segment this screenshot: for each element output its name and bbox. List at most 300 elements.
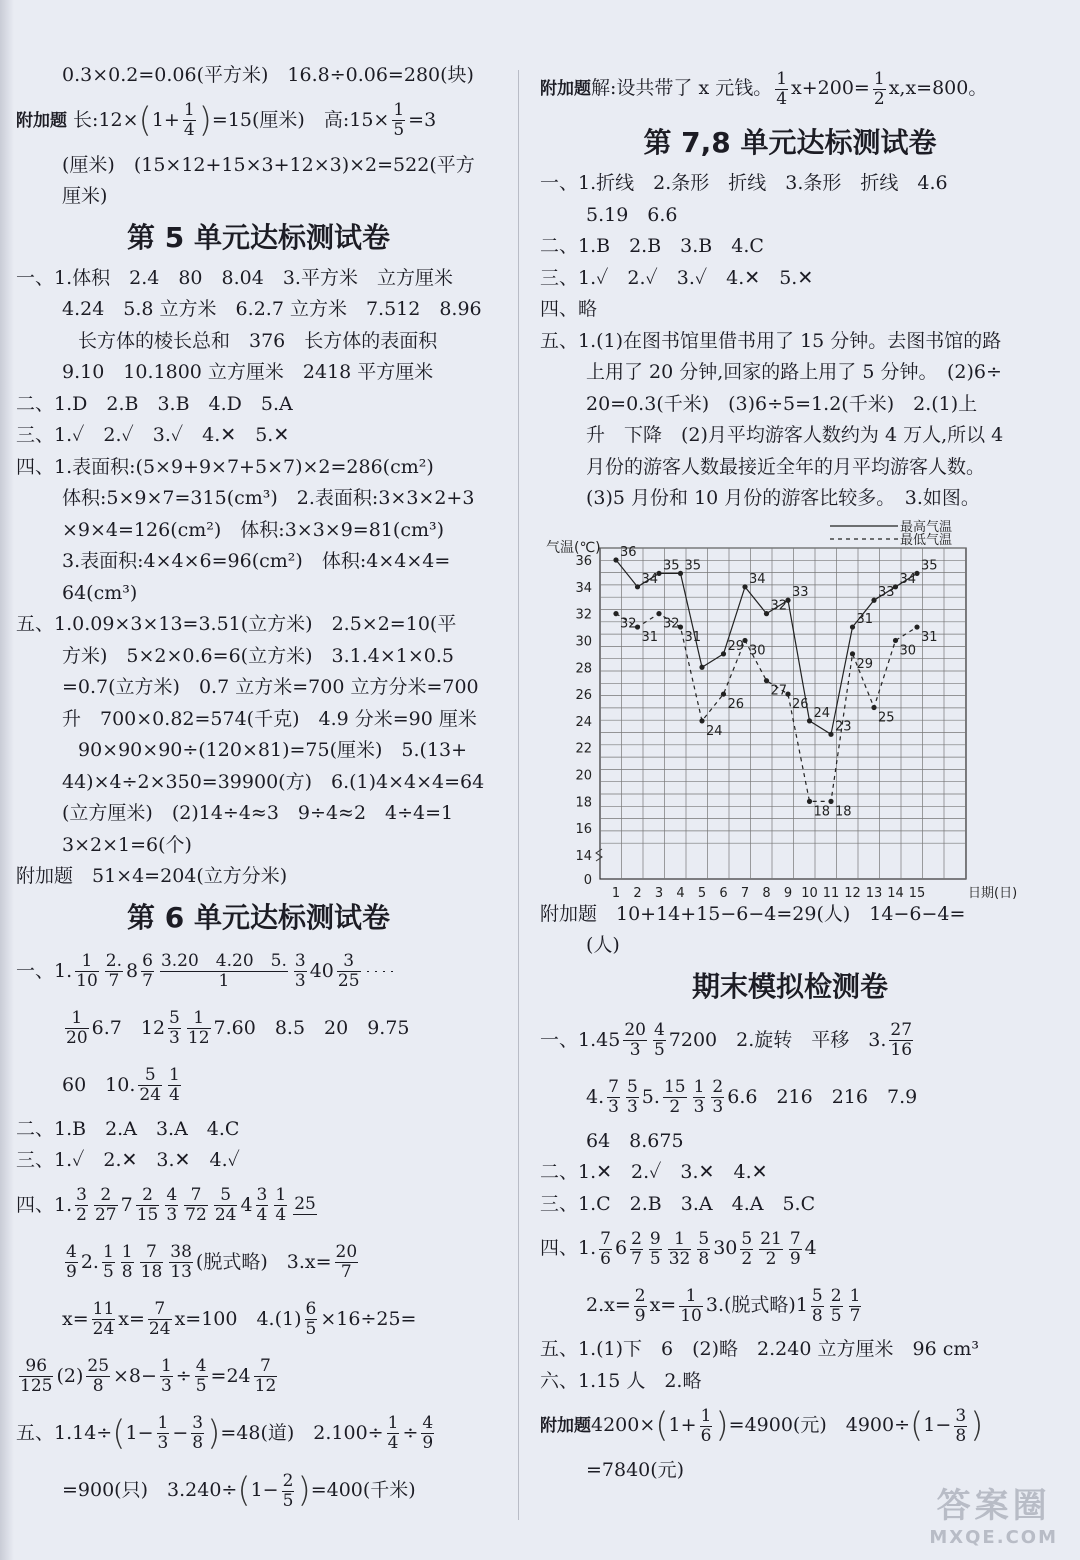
answer-line [16, 1348, 501, 1405]
denominator: 5 [649, 1248, 661, 1269]
data-point-high [721, 651, 726, 656]
fraction [274, 1186, 287, 1225]
numerator: 6 [142, 951, 153, 971]
numerator: 7 [600, 1228, 611, 1249]
answer-text: 1− [923, 1414, 952, 1436]
answer-text: 40 [309, 959, 334, 982]
fraction [711, 1078, 724, 1117]
x-tick-label: 12 [844, 885, 861, 899]
data-point-high [742, 584, 747, 589]
x-tick-label: 6 [719, 885, 728, 899]
watermark-logo [929, 1478, 1058, 1548]
fraction [759, 1230, 783, 1269]
denominator: 8 [698, 1248, 710, 1269]
answer-line [540, 1012, 1040, 1069]
answer-line [16, 1405, 501, 1463]
denominator: 9 [789, 1248, 801, 1269]
data-point-high [613, 557, 618, 562]
answer-line [540, 1069, 1040, 1126]
numerator: 5 [214, 1186, 238, 1206]
legend-label-low: 最低气温 [900, 532, 953, 548]
denominator: 4 [169, 1085, 180, 1105]
fraction [191, 1414, 204, 1453]
fraction [697, 1230, 710, 1269]
answer-text: 四、1. [540, 1237, 597, 1259]
fraction [653, 1021, 666, 1060]
y-tick-label: 24 [575, 714, 592, 730]
numerator: 1 [700, 1405, 712, 1426]
data-label-high: 23 [835, 718, 852, 734]
denominator: 8 [955, 1425, 967, 1446]
data-label-high: 34 [899, 571, 917, 587]
fraction [138, 1066, 162, 1105]
y-tick-label: 26 [575, 687, 592, 703]
x-tick-label: 14 [887, 885, 904, 899]
numerator: 1 [75, 952, 99, 972]
answer-text: 长:12× [73, 108, 139, 131]
data-label-low: 27 [770, 683, 788, 699]
answer-text: 2. [80, 1250, 99, 1273]
bracket: ( [138, 100, 152, 140]
answer-line: 升 700×0.82=574(千克) 4.9 分米=90 厘米 [62, 707, 477, 730]
denominator: 25 [337, 971, 360, 991]
numerator: 6 [305, 1299, 317, 1319]
denominator: 3 [157, 1433, 169, 1453]
denominator: 8 [92, 1376, 104, 1396]
fraction [607, 1078, 620, 1117]
answer-text: 4. [586, 1085, 605, 1108]
denominator: 7 [849, 1305, 861, 1326]
denominator: 24 [214, 1205, 237, 1225]
numerator: 3.20 4.20 5. [160, 951, 287, 971]
answer-line: 3×2×1=6(个) [62, 833, 192, 856]
fraction [649, 1230, 662, 1269]
fraction [668, 1230, 692, 1269]
bracket: ) [970, 1405, 984, 1446]
x-tick-label: 15 [908, 885, 926, 899]
fraction [254, 1357, 278, 1396]
fraction: $\frac{1}{4}$ [183, 100, 195, 140]
numerator: 1 [693, 1077, 705, 1097]
answer-line: ×9×4=126(cm²) 体积:3×3×9=81(cm³) [62, 518, 445, 541]
bracket: ( [237, 1470, 251, 1511]
answer-line: 二、1.B 2.B 3.B 4.C [540, 235, 764, 257]
denominator: 2 [873, 88, 885, 109]
answer-text: 2.x= [586, 1294, 631, 1316]
answer-line: 二、1.D 2.B 3.B 4.D 5.A [16, 392, 293, 415]
data-point-high [828, 731, 833, 736]
denominator: 3 [294, 971, 306, 991]
data-label-low: 25 [878, 710, 895, 725]
denominator [375, 972, 377, 974]
denominator: 6 [700, 1425, 712, 1446]
denominator: 1 [218, 971, 230, 991]
answer-text: 1+ [151, 108, 180, 131]
denominator: 8 [121, 1262, 133, 1282]
section-title-unit5: 第 5 单元达标测试卷 [127, 220, 390, 254]
numerator: 3 [294, 951, 306, 971]
numerator: 7 [140, 1243, 164, 1263]
denominator: 12 [254, 1376, 277, 1396]
fraction [623, 1021, 647, 1060]
fraction [105, 952, 123, 991]
denominator: 5 [305, 1319, 317, 1339]
data-point-low [828, 798, 833, 803]
fraction [954, 1407, 967, 1446]
answer-text: ÷ [175, 1364, 192, 1387]
fraction [335, 1243, 359, 1282]
y-tick-label: 14 [575, 848, 592, 864]
numerator: 27 [890, 1020, 913, 1040]
fraction [789, 1230, 802, 1269]
fraction [294, 952, 307, 991]
answer-text: x,x=800。 [888, 77, 988, 99]
data-point-low [850, 651, 855, 656]
answer-line: 0.3×0.2=0.06(平方米) 16.8÷0.06=280(块) [62, 64, 474, 86]
answer-text: 一、1. [16, 959, 73, 982]
numerator: 1 [387, 1413, 399, 1433]
answer-line: 五、1.0.09×3×13=3.51(立方米) 2.5×2=10(平 [16, 613, 457, 635]
answer-line: (厘米) (15×12+15×3+12×3)×2=522(平方 [62, 153, 475, 176]
denominator [383, 972, 385, 974]
numerator: 1 [160, 1356, 172, 1376]
numerator: 5 [138, 1066, 162, 1086]
answer-text: =3 [408, 108, 437, 131]
numerator: 2 [136, 1186, 160, 1206]
fraction [305, 1300, 318, 1339]
fraction [375, 969, 377, 974]
answer-line: =7840(元) [586, 1459, 685, 1481]
denominator: 8 [811, 1305, 823, 1326]
fraction [634, 1287, 647, 1326]
answer-line: 升 下降 (2)月平均游客人数约为 4 万人,所以 4 [586, 424, 1004, 446]
answer-text: =900(只) 3.240÷ [62, 1479, 238, 1501]
numerator: 3 [955, 1405, 967, 1426]
fraction [140, 1243, 164, 1282]
x-tick-label: 5 [697, 885, 707, 899]
x-tick-label: 9 [783, 885, 793, 899]
answer-line [16, 1057, 501, 1114]
numerator: 2 [282, 1470, 294, 1491]
fujiati-label: 附加题 [16, 110, 67, 131]
fujiati-answer [540, 1397, 1040, 1455]
answer-line: 一、1.折线 2.条形 折线 3.条形 折线 4.6 [540, 172, 948, 194]
data-point-low [699, 718, 704, 723]
watermark-text: 答案圈 [936, 1486, 1051, 1526]
fraction [157, 1414, 170, 1453]
data-label-low: 24 [706, 723, 723, 739]
answer-line [16, 1177, 501, 1234]
fraction [337, 952, 361, 991]
fraction [102, 1243, 115, 1282]
answer-line [16, 1291, 501, 1348]
denominator: 3 [712, 1097, 724, 1117]
fraction [195, 1357, 208, 1396]
denominator: 5 [653, 1040, 665, 1060]
data-point-high [850, 624, 855, 629]
fraction [626, 1078, 639, 1117]
numerator: 4 [653, 1020, 665, 1040]
answer-text: 7200 2.旋转 平移 3. [668, 1028, 887, 1051]
answer-line: 四、略 [540, 298, 598, 320]
numerator: 96 [19, 1357, 53, 1377]
answer-line: 二、1.B 2.A 3.A 4.C [16, 1117, 240, 1140]
answer-line: 64(cm³) [62, 581, 138, 604]
fujiati-line: 附加题 10+14+15−6−4=29(人) 14−6−4= [540, 902, 966, 925]
answer-line: 二、1.✕ 2.✓ 3.✕ 4.✕ [540, 1161, 768, 1183]
fraction [165, 1186, 178, 1225]
answer-line: (立方厘米) (2)14÷4≈3 9÷4≈2 4÷4=1 [62, 802, 454, 824]
numerator: 4 [422, 1413, 434, 1433]
fraction [700, 1407, 713, 1446]
denominator: 3 [629, 1040, 641, 1060]
answer-line [540, 1277, 1040, 1334]
page-edge-shadow [0, 0, 14, 1560]
numerator: 2 [634, 1285, 646, 1306]
numerator: 1 [668, 1230, 692, 1250]
answer-line: (3)5 月份和 10 月份的游客比较多。 3.如图。 [586, 487, 980, 509]
denominator: 7 [340, 1262, 352, 1282]
answer-line: 月份的游客人数最接近全年的月平均游客人数。 [586, 455, 986, 478]
data-label-high: 24 [813, 705, 831, 721]
fujiati-label: 附加题 [540, 1416, 591, 1436]
numerator: 21 [760, 1228, 782, 1249]
x-tick-label: 13 [865, 885, 883, 899]
answer-line: 五、1.(1)下 6 (2)略 2.240 立方厘米 96 cm³ [540, 1338, 979, 1360]
data-label-low: 29 [856, 656, 874, 672]
bracket: ( [910, 1405, 924, 1446]
answer-text: 1+ [668, 1414, 697, 1436]
denominator: 3 [169, 1028, 180, 1048]
numerator: 20 [335, 1242, 358, 1262]
denominator: 4 [776, 88, 788, 109]
answer-line: 4.24 5.8 立方米 6.2.7 立方米 7.512 8.96 [62, 298, 482, 320]
numerator: 15 [663, 1077, 686, 1097]
fraction [136, 1186, 160, 1225]
data-point-low [807, 798, 812, 803]
denominator: 8 [192, 1433, 204, 1453]
denominator: 3 [626, 1097, 638, 1117]
answer-line: 44)×4÷2×350=39900(方) 6.(1)4×4×4=64 [62, 770, 485, 793]
answer-text: (2) [56, 1364, 84, 1387]
fraction [830, 1287, 843, 1326]
numerator: 5 [741, 1228, 753, 1249]
denominator: 3 [160, 1376, 172, 1396]
answer-text: 1− [250, 1479, 279, 1501]
data-point-high [699, 664, 704, 669]
data-label-high: 31 [856, 611, 874, 627]
answer-text: x= [62, 1307, 89, 1330]
numerator: 1 [65, 1009, 89, 1029]
right-column [540, 60, 1040, 1487]
numerator: 38 [170, 1242, 192, 1262]
numerator: 2 [830, 1285, 842, 1306]
answer-text: 4200× [591, 1414, 656, 1436]
answer-text: 5. [641, 1085, 660, 1108]
fraction [141, 952, 154, 991]
numerator: 5 [811, 1285, 823, 1306]
answer-line: =0.7(立方米) 0.7 立方米=700 立方分米=700 [62, 676, 479, 698]
numerator: 3 [337, 952, 361, 972]
denominator: 4 [256, 1205, 268, 1225]
data-label-high: 33 [792, 584, 809, 600]
data-label-low: 26 [727, 696, 745, 712]
fraction [187, 1009, 211, 1048]
numerator: 7 [789, 1228, 801, 1249]
numerator: 1 [873, 68, 885, 89]
fraction [184, 1186, 208, 1225]
data-label-low: 32 [663, 616, 680, 632]
fujiati-answer [16, 92, 501, 150]
fraction [811, 1287, 824, 1326]
denominator: 3 [608, 1097, 619, 1117]
numerator: 5 [626, 1077, 638, 1097]
numerator: 2. [105, 951, 123, 971]
fraction [740, 1230, 753, 1269]
answer-text: 7 [120, 1193, 133, 1216]
fraction [387, 1414, 400, 1453]
fraction [86, 1357, 110, 1396]
answer-text: 四、1. [16, 1193, 73, 1216]
answer-text: 五、1.14÷ [16, 1421, 113, 1444]
answer-line: 三、1.✓ 2.✕ 3.✕ 4.✓ [16, 1149, 240, 1171]
fraction [679, 1287, 703, 1326]
data-label-low: 32 [620, 616, 637, 632]
numerator: 1 [849, 1285, 861, 1306]
numerator: 1 [102, 1242, 114, 1262]
data-label-high: 34 [749, 571, 766, 587]
denominator: 13 [170, 1262, 192, 1282]
denominator: 10 [680, 1305, 702, 1326]
numerator: 1 [169, 1065, 180, 1085]
answer-text: 7.60 8.5 20 9.75 [213, 1016, 410, 1039]
denominator: 2 [76, 1205, 87, 1225]
unit78-answers [540, 168, 1040, 515]
axis-break-mark [596, 849, 602, 861]
final-answers [540, 1012, 1040, 1487]
denominator: 24 [139, 1085, 162, 1105]
answer-text: x= [118, 1307, 145, 1330]
data-label-low: 31 [641, 629, 659, 645]
denominator: 12 [187, 1028, 210, 1048]
answer-text: (脱式略) 3.x= [195, 1250, 332, 1273]
fraction [65, 1009, 89, 1048]
data-point-low [764, 678, 769, 683]
data-point-high [635, 584, 640, 589]
numerator: 25 [294, 1193, 316, 1214]
numerator: 1 [776, 68, 788, 89]
answer-text: 1− [125, 1421, 154, 1444]
answer-line: 四、1.表面积:(5×9+9×7+5×7)×2=286(cm²) [16, 455, 434, 478]
numerator: 5 [698, 1228, 710, 1249]
denominator: 5 [195, 1376, 207, 1396]
fraction [160, 952, 288, 991]
numerator: 4 [195, 1356, 207, 1376]
numerator: 9 [649, 1228, 661, 1249]
data-point-high [871, 597, 876, 602]
numerator: 5 [169, 1008, 180, 1028]
column-divider [518, 70, 519, 1520]
denominator: 27 [94, 1205, 117, 1225]
fraction [873, 70, 886, 109]
denominator: 9 [422, 1433, 434, 1453]
numerator: 2 [631, 1228, 642, 1249]
data-point-low [871, 704, 876, 709]
answer-line [16, 943, 501, 1000]
denominator: 7 [142, 971, 153, 991]
fraction [121, 1243, 134, 1282]
denominator: 24 [148, 1319, 171, 1339]
answer-text: =400(千米) [310, 1479, 416, 1501]
answer-line: 长方体的棱长总和 376 长方体的表面积 [78, 329, 438, 352]
data-label-high: 36 [620, 544, 637, 560]
answer-text: 6.7 12 [91, 1016, 166, 1039]
answer-text: x+200= [791, 77, 870, 99]
denominator: 2 [669, 1097, 681, 1117]
section-title-final: 期末模拟检测卷 [691, 969, 888, 1003]
fraction: $\frac{1}{5}$ [393, 100, 405, 140]
numerator: 4 [66, 1242, 77, 1262]
denominator: 125 [20, 1376, 53, 1396]
fraction [663, 1078, 687, 1117]
denominator: 5 [102, 1262, 114, 1282]
answer-text: 一、1.45 [540, 1028, 621, 1051]
denominator: 3 [693, 1097, 705, 1117]
x-tick-label: 4 [676, 885, 685, 899]
fraction [282, 1472, 295, 1511]
answer-text: =48(道) 2.100÷ [220, 1421, 384, 1444]
x-tick-label: 11 [822, 885, 840, 899]
bracket: ) [297, 1470, 311, 1511]
fraction [693, 1078, 706, 1117]
data-point-low [721, 691, 726, 696]
denominator: 9 [66, 1262, 77, 1282]
answer-line: 五、1.(1)在图书馆里借书用了 15 分钟。去图书馆的路 [540, 329, 1002, 352]
answer-line: 5.19 6.6 [586, 203, 678, 226]
y-tick-label: 0 [583, 872, 592, 888]
answer-line [16, 1462, 501, 1520]
data-point-low [893, 637, 898, 642]
denominator: 4 [275, 1205, 287, 1225]
numerator: 20 [624, 1020, 646, 1040]
bracket: ) [198, 100, 212, 140]
fraction [391, 969, 393, 974]
x-axis-label: 日期(日) [968, 885, 1018, 899]
y-tick-label: 34 [575, 580, 592, 596]
denominator: 7 [108, 971, 120, 991]
answer-text: 解:设共带了 x 元钱。 [591, 77, 773, 99]
denominator: 72 [185, 1205, 207, 1225]
fraction [775, 70, 788, 109]
bracket: ( [112, 1413, 126, 1453]
legend-label-high: 最高气温 [900, 519, 953, 535]
data-point-low [656, 611, 661, 616]
fraction [148, 1300, 172, 1339]
fujiati-line: 附加题 51×4=204(立方分米) [16, 865, 288, 887]
numerator: 1 [275, 1185, 287, 1205]
numerator: 25 [87, 1356, 110, 1376]
data-point-low [613, 611, 618, 616]
numerator: 2 [94, 1186, 118, 1206]
y-tick-label: 32 [575, 607, 592, 623]
answer-line: 3.表面积:4×4×6=96(cm²) 体积:4×4×4= [62, 550, 451, 572]
denominator: 4 [387, 1433, 399, 1453]
denominator: 18 [140, 1262, 163, 1282]
answer-line: 三、1.✓ 2.✓ 3.✓ 4.✕ 5.✕ [16, 424, 290, 446]
fraction [160, 1357, 173, 1396]
answer-text: ×16÷25= [320, 1307, 417, 1330]
denominator: 16 [890, 1040, 913, 1060]
